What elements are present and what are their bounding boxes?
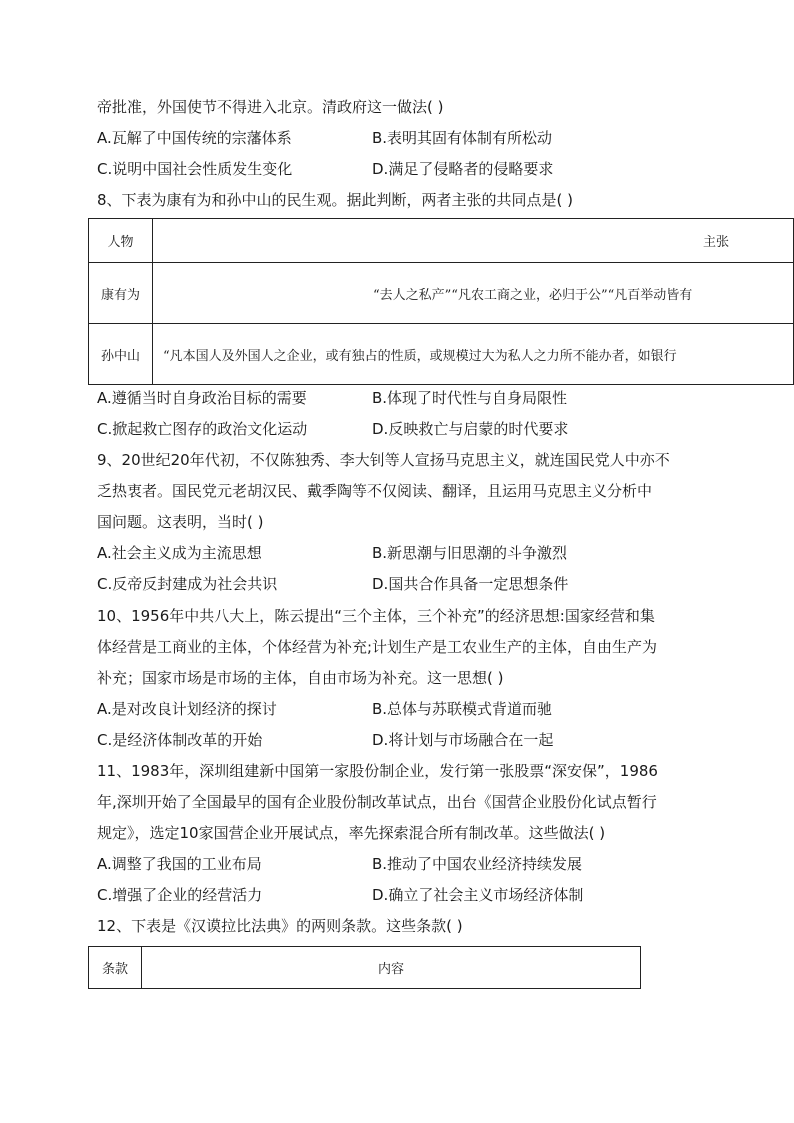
q11-stem-line-2: 年,深圳开始了全国最早的国有企业股份制改革试点，出台《国营企业股份化试点暂行 bbox=[97, 793, 657, 811]
q11-stem-line-3: 规定》，选定10家国营企业开展试点，率先探索混合所有制改革。这些做法( ) bbox=[97, 824, 606, 842]
q9-stem-line-3: 国问题。这表明，当时( ) bbox=[97, 513, 264, 531]
q7-stem-end: 帝批准，外国使节不得进入北京。清政府这一做法( ) bbox=[97, 98, 444, 116]
table-cell-content: “去人之私产”“凡农工商之业，必归于公”“凡百举动皆有 bbox=[373, 287, 693, 303]
q11-option-c[interactable]: C.增强了企业的经营活力 bbox=[97, 886, 263, 904]
table-row bbox=[89, 263, 794, 324]
q10-stem-line-3: 补充；国家市场是市场的主体，自由市场为补充。这一思想( ) bbox=[97, 669, 504, 687]
q8-option-a[interactable]: A.遵循当时自身政治目标的需要 bbox=[97, 389, 307, 407]
q11-stem-line-1: 11、1983年，深圳组建新中国第一家股份制企业，发行第一张股票“深安保”，1986 bbox=[97, 762, 658, 780]
q10-option-b[interactable]: B.总体与苏联模式背道而驰 bbox=[372, 700, 553, 718]
q10-option-a[interactable]: A.是对改良计划经济的探讨 bbox=[97, 700, 277, 718]
q9-option-c[interactable]: C.反帝反封建成为社会共识 bbox=[97, 575, 278, 593]
q9-stem-line-2: 乏热衷者。国民党元老胡汉民、戴季陶等不仅阅读、翻译，且运用马克思主义分析中 bbox=[97, 482, 653, 500]
q8-option-b[interactable]: B.体现了时代性与自身局限性 bbox=[372, 389, 568, 407]
table-header-content: 内容 bbox=[377, 962, 404, 977]
q12-stem: 12、下表是《汉谟拉比法典》的两则条款。这些条款( ) bbox=[97, 917, 463, 935]
q8-option-d[interactable]: D.反映救亡与启蒙的时代要求 bbox=[372, 420, 569, 438]
q9-option-d[interactable]: D.国共合作具备一定思想条件 bbox=[372, 575, 569, 593]
q10-option-d[interactable]: D.将计划与市场融合在一起 bbox=[372, 731, 554, 749]
q7-option-b[interactable]: B.表明其固有体制有所松动 bbox=[372, 129, 553, 147]
q10-stem-line-1: 10、1956年中共八大上，陈云提出“三个主体，三个补充”的经济思想:国家经营和集 bbox=[97, 607, 655, 625]
q8-option-c[interactable]: C.掀起救亡图存的政治文化运动 bbox=[97, 420, 308, 438]
q10-stem-line-2: 体经营是工商业的主体，个体经营为补充;计划生产是工农业生产的主体，自由生产为 bbox=[97, 638, 658, 656]
table-header-row bbox=[89, 219, 794, 263]
q8-table bbox=[88, 218, 794, 385]
q7-option-d[interactable]: D.满足了侵略者的侵略要求 bbox=[372, 160, 554, 178]
q10-option-c[interactable]: C.是经济体制改革的开始 bbox=[97, 731, 263, 749]
table-row bbox=[89, 324, 794, 385]
q7-option-c[interactable]: C.说明中国社会性质发生变化 bbox=[97, 160, 293, 178]
q8-stem: 8、下表为康有为和孙中山的民生观。据此判断，两者主张的共同点是( ) bbox=[97, 191, 574, 209]
table-header-row bbox=[89, 947, 641, 989]
table-header-person: 人物 bbox=[107, 235, 134, 250]
table-cell-person: 孙中山 bbox=[100, 348, 140, 364]
q9-option-b[interactable]: B.新思潮与旧思潮的斗争激烈 bbox=[372, 544, 568, 562]
table-header-content: 主张 bbox=[703, 235, 730, 250]
table-cell-person: 康有为 bbox=[100, 287, 140, 303]
q12-table bbox=[88, 946, 641, 989]
q7-option-a[interactable]: A.瓦解了中国传统的宗藩体系 bbox=[97, 129, 292, 147]
q11-option-b[interactable]: B.推动了中国农业经济持续发展 bbox=[372, 855, 583, 873]
q11-option-a[interactable]: A.调整了我国的工业布局 bbox=[97, 855, 262, 873]
q11-option-d[interactable]: D.确立了社会主义市场经济体制 bbox=[372, 886, 584, 904]
table-header-clause: 条款 bbox=[101, 962, 128, 977]
q9-option-a[interactable]: A.社会主义成为主流思想 bbox=[97, 544, 262, 562]
q9-stem-line-1: 9、20世纪20年代初，不仅陈独秀、李大钊等人宣扬马克思主义，就连国民党人中亦不 bbox=[97, 451, 670, 469]
table-cell-content: “凡本国人及外国人之企业，或有独占的性质，或规模过大为私人之力所不能办者，如银行 bbox=[163, 348, 677, 364]
